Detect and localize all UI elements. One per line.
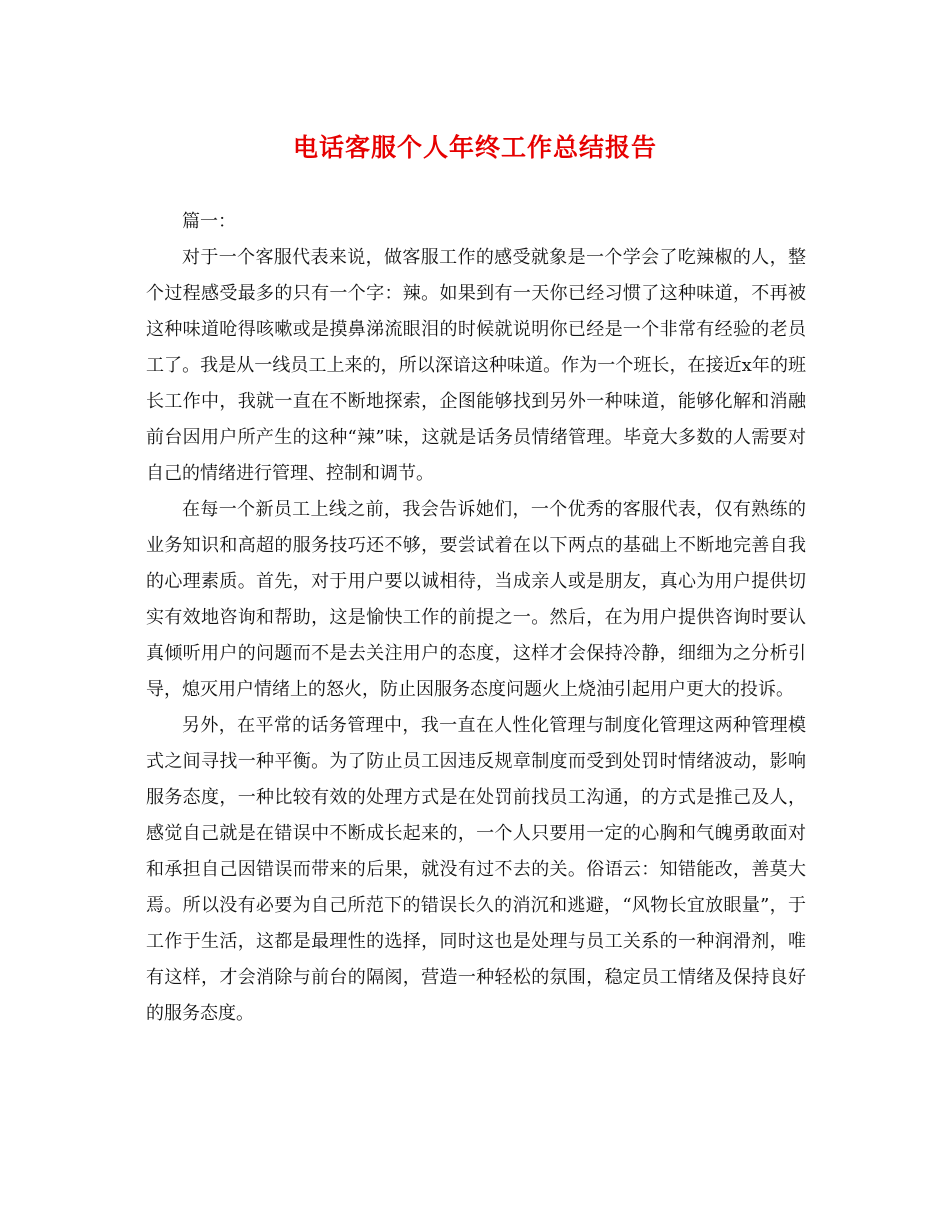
paragraph: 在每一个新员工上线之前，我会告诉她们，一个优秀的客服代表，仅有熟练的业务知识和高超的服务技巧还不够，要尝试着在以下两点的基础上不断地完善自我的心理素质。首先，对于用户要以诚相待，当成亲人或是朋友，真心为用户提供切实有效地咨询和帮助，这是愉快工作的前提之一。然后，在为用户提供咨询时要认真倾听用户的问题而不是去关注用户的态度，这样才会保持冷静，细细为之分析引导，熄灭用户情绪上的怒火，防止因服务态度问题火上烧油引起用户更大的投诉。 bbox=[146, 499, 806, 700]
section-label: 篇一： bbox=[182, 211, 236, 232]
paragraph: 对于一个客服代表来说，做客服工作的感受就象是一个学会了吃辣椒的人，整个过程感受最多的只有一个字：辣。如果到有一天你已经习惯了这种味道，不再被这种味道呛得咳嗽或是摸鼻涕流眼泪的时候就说明你已经是一个非常有经验的老员工了。我是从一线员工上来的，所以深谙这种味道。作为一个班长，在接近x年的班长工作中，我就一直在不断地探索，企图能够找到另外一种味道，能够化解和消融前台因用户所产生的这种“辣”味，这就是话务员情绪管理。毕竟大多数的人需要对自己的情绪进行管理、控制和调节。 bbox=[146, 247, 806, 484]
document-body bbox=[146, 204, 806, 1032]
document-title: 电话客服个人年终工作总结报告 bbox=[292, 133, 657, 162]
paragraph: 另外，在平常的话务管理中，我一直在人性化管理与制度化管理这两种管理模式之间寻找一种平衡。为了防止员工因违反规章制度而受到处罚时情绪波动，影响服务态度，一种比较有效的处理方式是在处罚前找员工沟通，的方式是推己及人，感觉自己就是在错误中不断成长起来的，一个人只要用一定的心胸和气魄勇敢面对和承担自己因错误而带来的后果，就没有过不去的关。俗语云：知错能改，善莫大焉。所以没有必要为自己所范下的错误长久的消沉和逃避，“风物长宜放眼量”，于工作于生活，这都是最理性的选择，同时这也是处理与员工关系的一种润滑剂，唯有这样，才会消除与前台的隔阂，营造一种轻松的氛围，稳定员工情绪及保持良好的服务态度。 bbox=[146, 715, 806, 1024]
